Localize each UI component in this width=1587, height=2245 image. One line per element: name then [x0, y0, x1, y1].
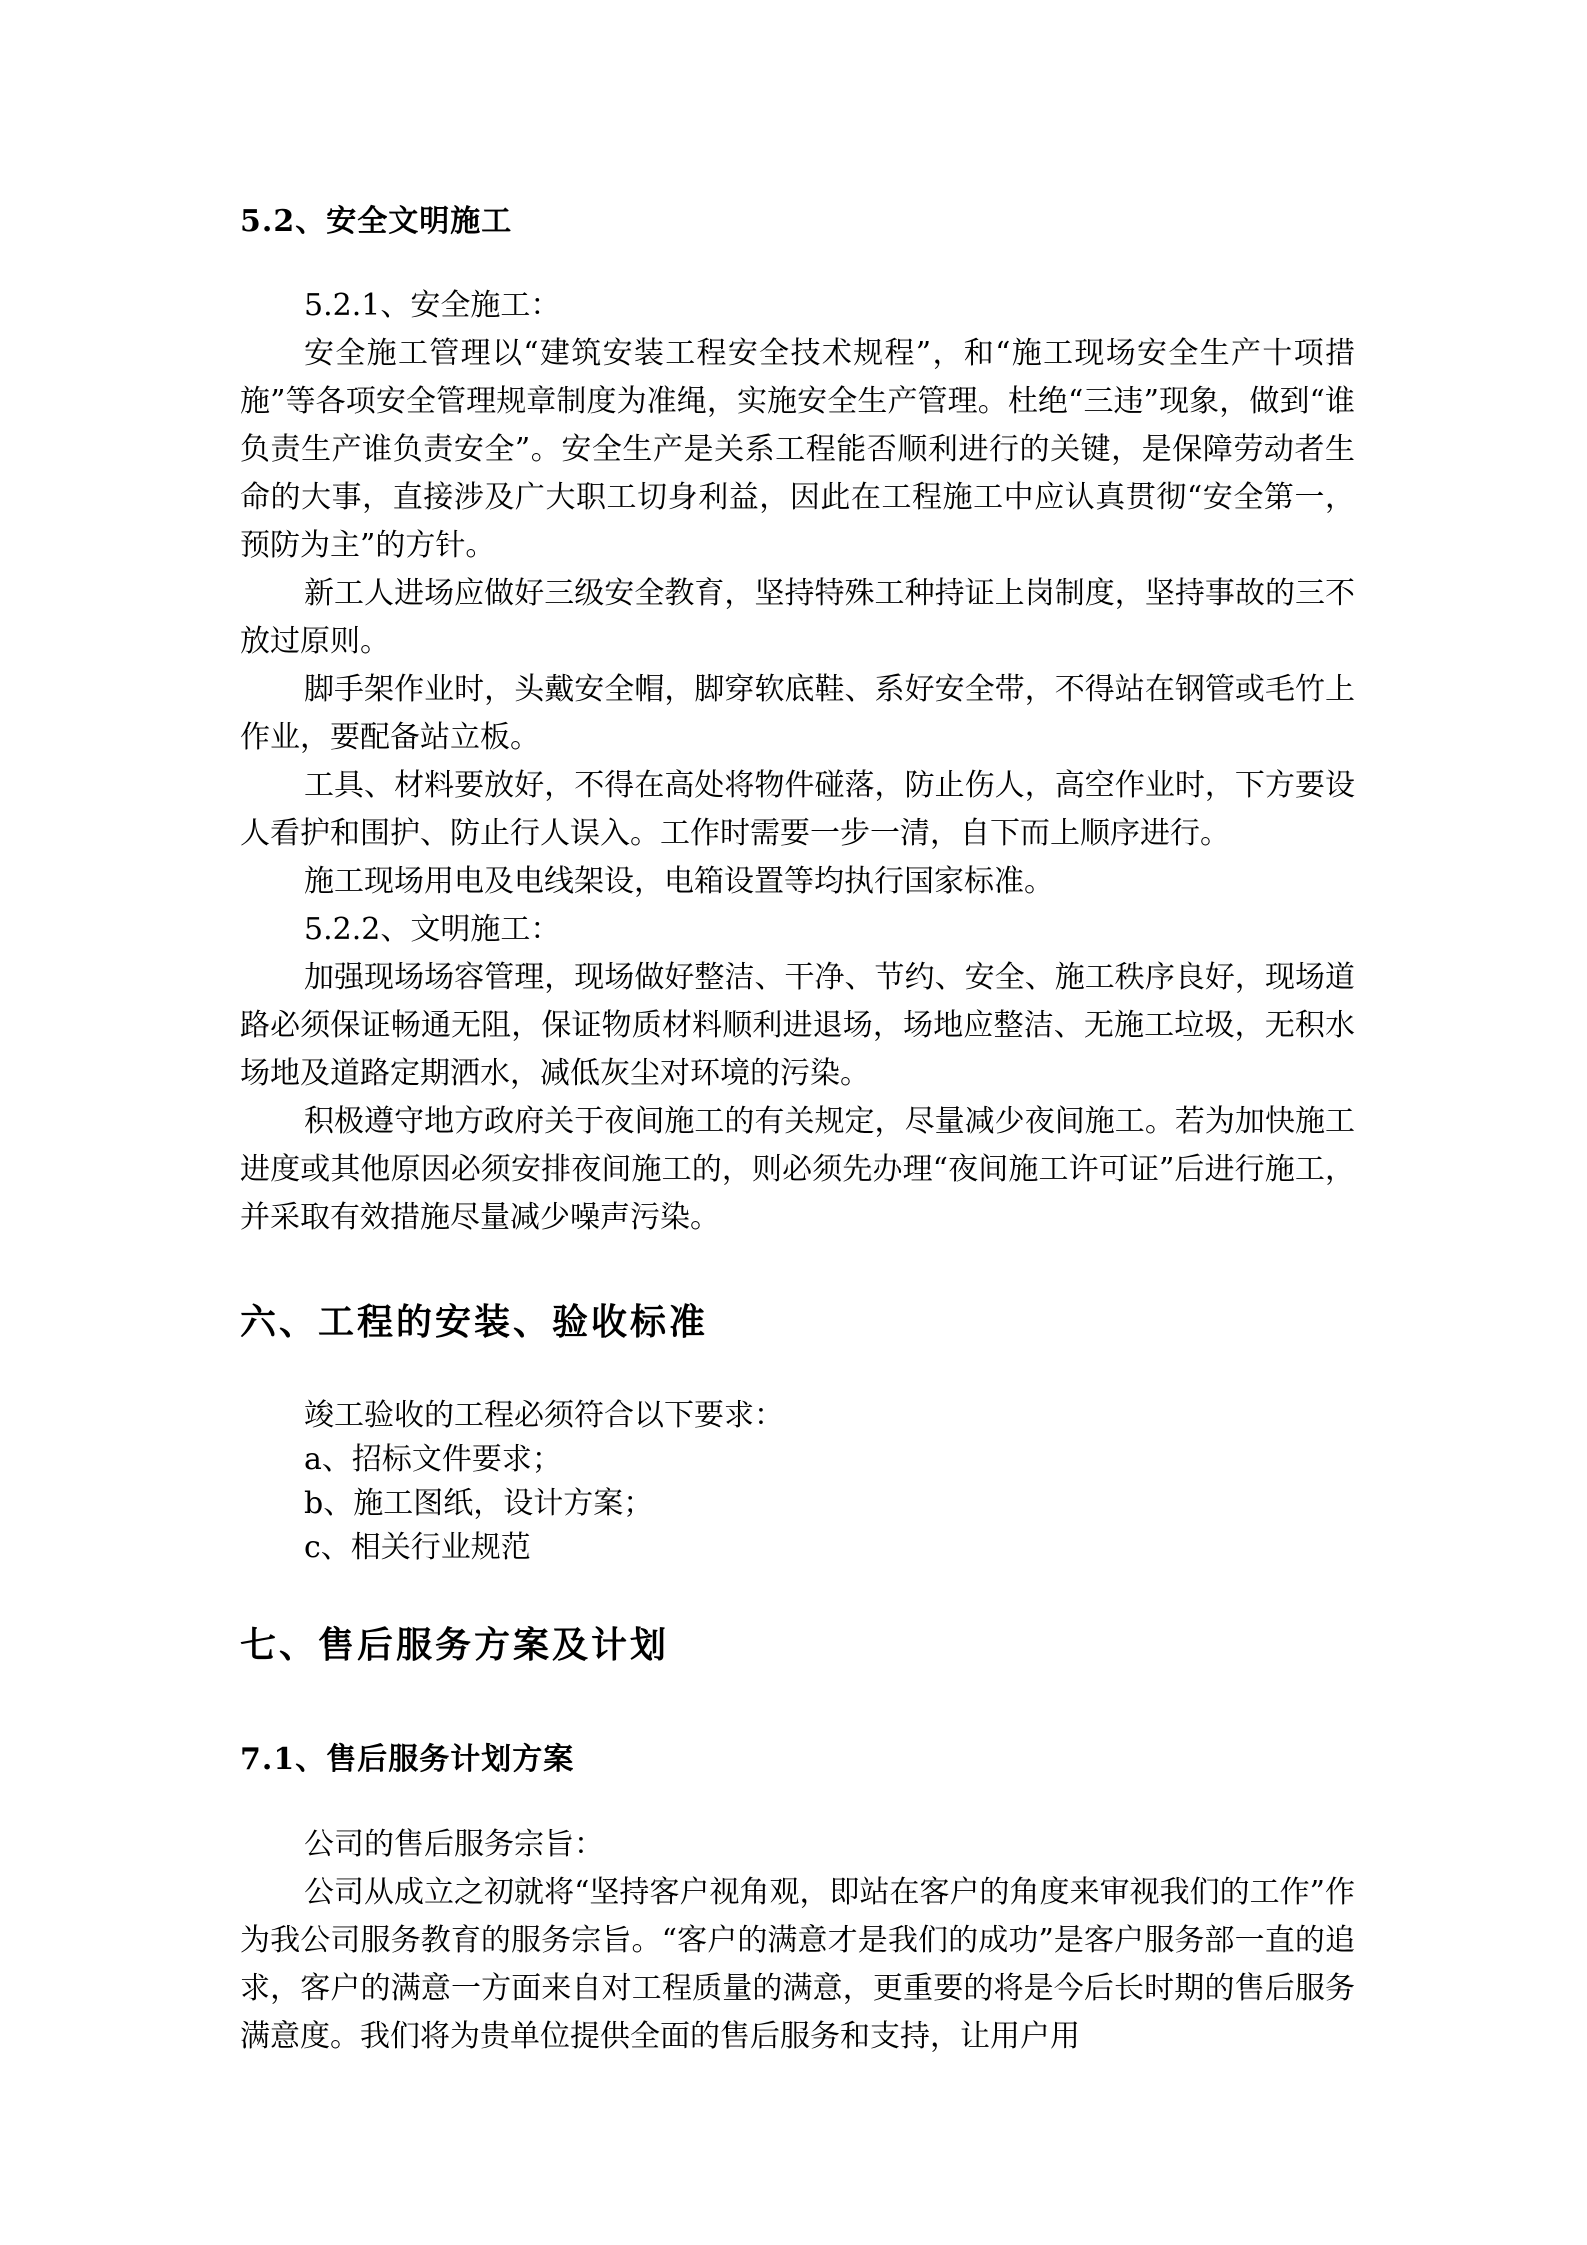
paragraph: 加强现场场容管理，现场做好整洁、干净、节约、安全、施工秩序良好，现场道路必须保证畅通无阻，保证物质材料顺利进退场，场地应整洁、无施工垃圾，无积水场地及道路定期洒水，减低灰尘对环境的污染。 — [240, 960, 1355, 1091]
section-7-1-heading: 7.1、售后服务计划方案 — [240, 1742, 575, 1777]
section-7-heading: 七、售后服务方案及计划 — [240, 1624, 670, 1666]
subsection-5-2-1-title: 5.2.1、安全施工： — [304, 288, 561, 323]
list-item: a、招标文件要求； — [304, 1442, 562, 1477]
section-7-1-body — [240, 1869, 1355, 2061]
list-intro: 竣工验收的工程必须符合以下要求： — [304, 1398, 784, 1433]
acceptance-requirements — [304, 1394, 784, 1570]
list-item: c、相关行业规范 — [304, 1530, 531, 1565]
paragraph: 公司从成立之初就将“坚持客户视角观，即站在客户的角度来审视我们的工作”作为我公司服务教育的服务宗旨。“客户的满意才是我们的成功”是客户服务部一直的追求，客户的满意一方面来自对工程质量的满意，更重要的将是今后长时期的售后服务满意度。我们将为贵单位提供全面的售后服务和支持，让用户用 — [240, 1875, 1355, 2054]
section-5-2-heading: 5.2、安全文明施工 — [240, 204, 513, 239]
paragraph: 积极遵守地方政府关于夜间施工的有关规定，尽量减少夜间施工。若为加快施工进度或其他原因必须安排夜间施工的，则必须先办理“夜间施工许可证”后进行施工，并采取有效措施尽量减少噪声污染。 — [240, 1104, 1355, 1235]
paragraph: 工具、材料要放好，不得在高处将物件碰落，防止伤人，高空作业时，下方要设人看护和围护、防止行人误入。工作时需要一步一清，自下而上顺序进行。 — [240, 768, 1355, 851]
paragraph: 新工人进场应做好三级安全教育，坚持特殊工种持证上岗制度，坚持事故的三不放过原则。 — [240, 576, 1355, 659]
section-5-2-1-body — [240, 330, 1355, 906]
section-6-heading: 六、工程的安装、验收标准 — [240, 1301, 709, 1343]
subsection-5-2-2-title: 5.2.2、文明施工： — [304, 912, 561, 947]
service-purpose-title: 公司的售后服务宗旨： — [304, 1827, 604, 1862]
section-5-2-2-body — [240, 954, 1355, 1242]
paragraph: 脚手架作业时，头戴安全帽，脚穿软底鞋、系好安全带，不得站在钢管或毛竹上作业，要配备站立板。 — [240, 672, 1355, 755]
document-page — [240, 0, 1355, 2245]
paragraph: 施工现场用电及电线架设，电箱设置等均执行国家标准。 — [304, 864, 1054, 899]
paragraph: 安全施工管理以“建筑安装工程安全技术规程”，和“施工现场安全生产十项措施”等各项安全管理规章制度为准绳，实施安全生产管理。杜绝“三违”现象，做到“谁负责生产谁负责安全”。安全生产是关系工程能否顺利进行的关键，是保障劳动者生命的大事，直接涉及广大职工切身利益，因此在工程施工中应认真贯彻“安全第一，预防为主”的方针。 — [240, 336, 1355, 563]
list-item: b、施工图纸，设计方案； — [304, 1486, 654, 1521]
